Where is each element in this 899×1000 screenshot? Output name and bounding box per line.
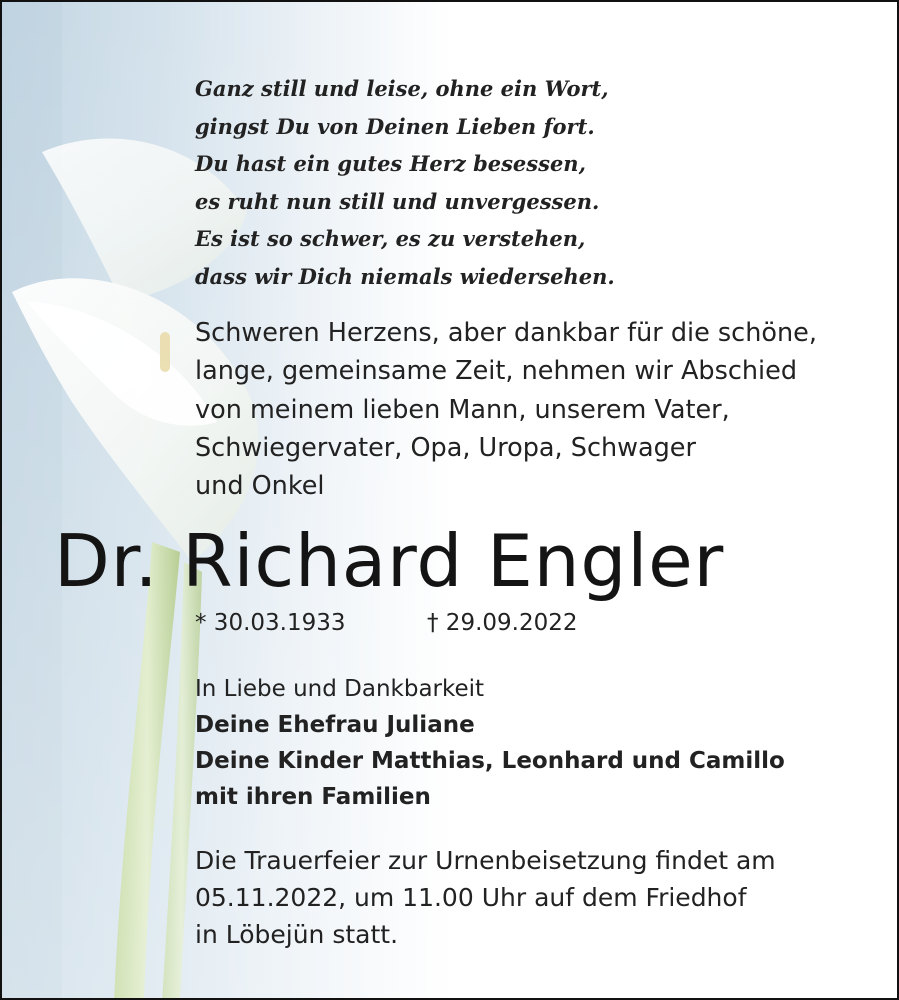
farewell-line: Schwiegervater, Opa, Uropa, Schwager bbox=[195, 432, 696, 463]
farewell-line: Schweren Herzens, aber dankbar für die schöne, bbox=[195, 318, 817, 348]
deceased-name: Dr. Richard Engler bbox=[54, 520, 725, 604]
poem-line: Es ist so schwer, es zu verstehen, bbox=[195, 226, 586, 252]
poem-line: Du hast ein gutes Herz besessen, bbox=[195, 151, 586, 177]
poem-line: gingst Du von Deinen Lieben fort. bbox=[195, 113, 595, 139]
family-signoff bbox=[195, 671, 785, 815]
farewell-line: und Onkel bbox=[195, 471, 325, 502]
service-line: 05.11.2022, um 11.00 Uhr auf dem Friedhof bbox=[195, 883, 747, 912]
signoff-line: Deine Ehefrau Juliane bbox=[195, 712, 475, 738]
signoff-line: mit ihren Familien bbox=[195, 784, 431, 810]
memorial-poem bbox=[195, 70, 615, 296]
farewell-text bbox=[195, 314, 817, 505]
funeral-service-info bbox=[195, 842, 776, 953]
death-date: † 29.09.2022 bbox=[427, 610, 578, 636]
life-dates bbox=[195, 605, 578, 641]
poem-line: dass wir Dich niemals wiedersehen. bbox=[195, 263, 615, 289]
poem-line: es ruht nun still und unvergessen. bbox=[195, 188, 600, 214]
signoff-intro: In Liebe und Dankbarkeit bbox=[195, 676, 485, 702]
service-line: Die Trauerfeier zur Urnenbeisetzung findet am bbox=[195, 846, 776, 875]
signoff-line: Deine Kinder Matthias, Leonhard und Camillo bbox=[195, 748, 785, 774]
farewell-line: lange, gemeinsame Zeit, nehmen wir Abschied bbox=[195, 356, 798, 387]
birth-date: * 30.03.1933 bbox=[195, 610, 346, 636]
service-line: in Löbejün statt. bbox=[195, 920, 399, 949]
poem-line: Ganz still und leise, ohne ein Wort, bbox=[195, 76, 609, 101]
farewell-line: von meinem lieben Mann, unserem Vater, bbox=[195, 394, 730, 425]
